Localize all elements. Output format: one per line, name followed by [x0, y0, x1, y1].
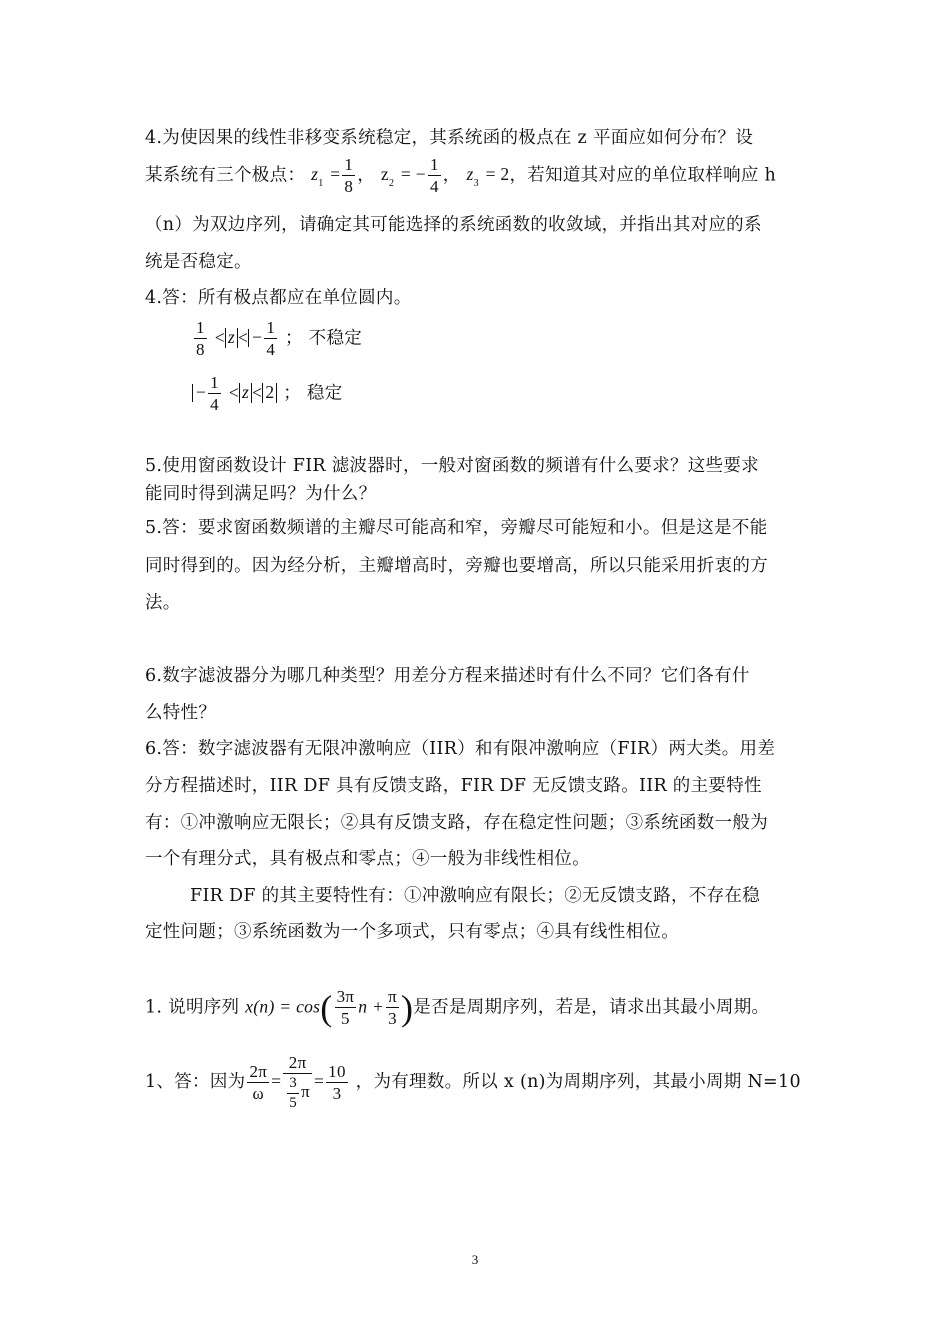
q5-line-2: 能同时得到满足吗？为什么？ [145, 484, 377, 504]
q1-answer-frac-c: $\frac{10}{3}$ [328, 1061, 346, 1103]
q1-line: 1. 说明序列 x(n) = cos( $\frac{3\pi}{5}$ n + $\frac{\pi}{3}$ )是否是周期序列，若是，请求出其最小周期。 [145, 987, 770, 1029]
q4-line-2: 某系统有三个极点： $z_1$ = $\frac{1}{8}$ ， $z_2$ = − $\frac{1}{4}$ ， $z_3 = 2$，若知道其对应的单位取样响应 h [145, 155, 777, 197]
pole-z1: $z_1$ = [311, 164, 341, 190]
roc-1: $\frac{1}{8}$ < z < − $\frac{1}{4}$ ； 不稳定 [196, 318, 363, 360]
q1-freq-fraction: $\frac{3\pi}{5}$ [336, 987, 355, 1029]
pole-z3: $z_3 = 2$ [466, 164, 510, 190]
pole-z1-fraction: $\frac{1}{8}$ [344, 155, 354, 197]
q5-line-1: 5.使用窗函数设计 FIR 滤波器时，一般对窗函数的频谱有什么要求？这些要求 [145, 456, 759, 476]
roc-2-lower-fraction: $\frac{1}{4}$ [210, 373, 219, 415]
roc-2-abs-2: 2 [262, 383, 277, 402]
roc-2-label: ； 稳定 [283, 383, 343, 404]
q5-answer-1: 5.答：要求窗函数频谱的主瓣尽可能高和窄，旁瓣尽可能短和小。但是这是不能 [145, 518, 768, 538]
roc-1-abs-z: z [225, 328, 238, 347]
roc-2-lower-bound: − [192, 384, 206, 402]
q6-answer-4: 一个有理分式，具有极点和零点；④一般为非线性相位。 [145, 849, 590, 869]
q1-prefix: 1. 说明序列 [145, 997, 240, 1018]
pole-z2-fraction: $\frac{1}{4}$ [429, 155, 439, 197]
page-number: 3 [471, 1252, 479, 1267]
q4-answer-line-1: 4.答：所有极点都应在单位圆内。 [145, 288, 412, 308]
q4-line-3: （n）为双边序列，请确定其可能选择的系统函数的收敛域，并指出其对应的系 [145, 215, 762, 235]
q4-line-2-prefix: 某系统有三个极点： [145, 165, 306, 186]
q4-line-2-suffix: ，若知道其对应的单位取样响应 h [509, 165, 777, 186]
roc-1-upper-bound: − [248, 329, 262, 347]
q1-answer-suffix: ，为有理数。所以 x (n)为周期序列，其最小周期 N=10 [355, 1071, 801, 1092]
q6-answer-5: FIR DF 的其主要特性有：①冲激响应有限长；②无反馈支路，不存在稳 [190, 886, 761, 906]
q6-line-1: 6.数字滤波器分为哪几种类型？用差分方程来描述时有什么不同？它们各有什 [145, 666, 750, 686]
roc-1-lower-fraction: $\frac{1}{8}$ [196, 318, 205, 360]
q6-answer-6: 定性问题；③系统函数为一个多项式，只有零点；④具有线性相位。 [145, 922, 679, 942]
q1-suffix: 是否是周期序列，若是，请求出其最小周期。 [413, 997, 770, 1018]
q1-answer-prefix: 1、答：因为 [145, 1071, 246, 1092]
q1-answer-frac-b: 2π $\frac{3}{5}$ π [283, 1052, 312, 1113]
q5-answer-2: 同时得到的。因为经分析，主瓣增高时，旁瓣也要增高，所以只能采用折衷的方 [145, 556, 768, 576]
q1-answer: 1、答：因为 $\frac{2\pi}{\omega}$ = 2π $\frac{3}{5}$ π = $\frac{10}{3}$ ，为有理数。所以 x (n)为周期序列，其最小周期 N=10 [145, 1053, 801, 1111]
q4-line-1: 4.为使因果的线性非移变系统稳定，其系统函的极点在 z 平面应如何分布？设 [145, 128, 754, 148]
q1-answer-frac-a: $\frac{2\pi}{\omega}$ [249, 1061, 268, 1103]
q6-answer-2: 分方程描述时，IIR DF 具有反馈支路，FIR DF 无反馈支路。IIR 的主要特性 [145, 776, 762, 796]
q1-sequence: x(n) = cos [245, 996, 321, 1017]
q5-answer-3: 法。 [145, 593, 181, 613]
q6-line-2: 么特性？ [145, 703, 217, 723]
q6-answer-1: 6.答：数字滤波器有无限冲激响应（IIR）和有限冲激响应（FIR）两大类。用差 [145, 739, 776, 759]
roc-2-abs-z: z [239, 383, 252, 402]
pole-z2: $z_2$ = − [380, 164, 426, 190]
roc-1-label: ； 不稳定 [285, 328, 363, 349]
q4-line-4: 统是否稳定。 [145, 252, 252, 272]
q1-phase-fraction: $\frac{\pi}{3}$ [388, 987, 398, 1029]
q6-answer-3: 有：①冲激响应无限长；②具有反馈支路，存在稳定性问题；③系统函数一般为 [145, 813, 768, 833]
roc-1-upper-fraction: $\frac{1}{4}$ [266, 318, 276, 360]
roc-2: − $\frac{1}{4}$ < z < 2 ； 稳定 [192, 372, 343, 416]
